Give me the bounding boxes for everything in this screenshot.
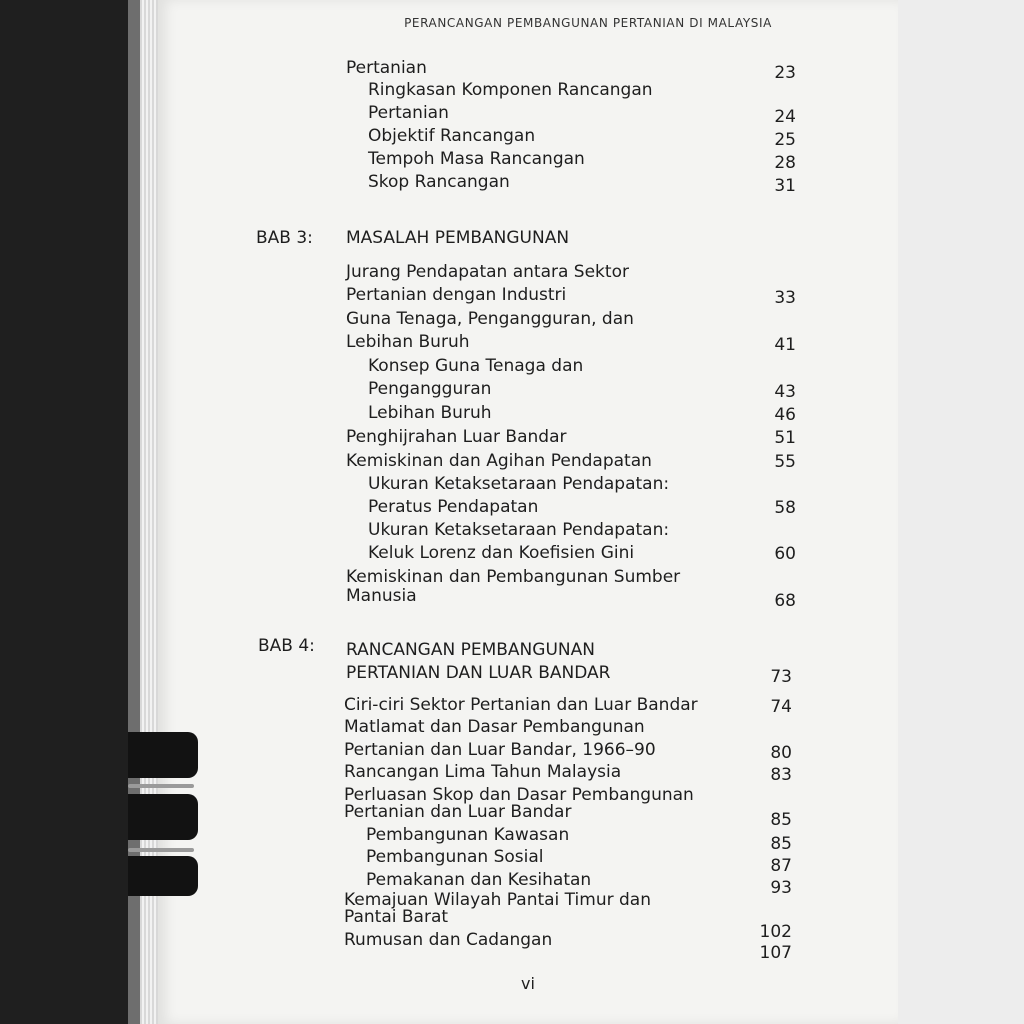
running-head: PERANCANGAN PEMBANGUNAN PERTANIAN DI MALAYSIA	[404, 16, 772, 30]
toc-entry: Pertanian	[368, 103, 449, 123]
toc-entry: Pertanian dan Luar Bandar	[344, 802, 572, 822]
toc-page-number: 33	[774, 288, 796, 308]
toc-page-number: 93	[770, 878, 792, 898]
toc-entry: Pembangunan Sosial	[366, 847, 544, 867]
toc-entry: Kemajuan Wilayah Pantai Timur dan	[344, 890, 651, 910]
toc-page-number: 24	[774, 107, 796, 127]
toc-entry: Rumusan dan Cadangan	[344, 930, 553, 950]
toc-page-number: 43	[774, 382, 796, 402]
chapter-label: BAB 4:	[258, 636, 315, 656]
toc-entry: Pemakanan dan Kesihatan	[366, 870, 592, 890]
toc-page-number: 68	[774, 591, 796, 611]
toc-entry: Lebihan Buruh	[368, 403, 492, 423]
toc-page-number: 73	[770, 667, 792, 687]
toc-page-number: 87	[770, 856, 792, 876]
toc-entry: Pertanian dan Luar Bandar, 1966–90	[344, 740, 656, 760]
toc-entry: Ringkasan Komponen Rancangan	[368, 80, 653, 100]
toc-entry: Matlamat dan Dasar Pembangunan	[344, 717, 645, 737]
toc-entry: Ukuran Ketaksetaraan Pendapatan:	[368, 520, 670, 540]
toc-page-number: 28	[774, 153, 796, 173]
toc-entry: Pertanian dengan Industri	[346, 285, 567, 305]
toc-entry: Penghijrahan Luar Bandar	[346, 427, 567, 447]
toc-entry: Perluasan Skop dan Dasar Pembangunan	[344, 785, 694, 805]
toc-page-number: 51	[774, 428, 796, 448]
toc-page-number: 85	[770, 810, 792, 830]
background-left	[0, 0, 128, 1024]
toc-entry: Jurang Pendapatan antara Sektor	[346, 262, 629, 282]
toc-entry: Kemiskinan dan Pembangunan Sumber	[346, 567, 681, 587]
toc-page-number: 60	[774, 544, 796, 564]
toc-page-number: 23	[774, 63, 796, 83]
chapter-label: BAB 3:	[256, 228, 313, 248]
toc-page-number: 102	[759, 922, 792, 942]
toc-entry: Peratus Pendapatan	[368, 497, 539, 517]
toc-page-number: 31	[774, 176, 796, 196]
toc-entry: Kemiskinan dan Agihan Pendapatan	[346, 451, 652, 471]
toc-page-number: 80	[770, 743, 792, 763]
toc-entry: Guna Tenaga, Pengangguran, dan	[346, 309, 634, 329]
chapter-title: RANCANGAN PEMBANGUNAN	[346, 640, 595, 660]
chapter-title: PERTANIAN DAN LUAR BANDAR	[346, 663, 611, 683]
chapter-title: MASALAH PEMBANGUNAN	[346, 228, 570, 248]
toc-page-number: 25	[774, 130, 796, 150]
toc-entry: Tempoh Masa Rancangan	[368, 149, 585, 169]
toc-page-number: 74	[770, 697, 792, 717]
toc-page-number: 58	[774, 498, 796, 518]
binder-clip	[128, 732, 198, 897]
toc-page-number: 41	[774, 335, 796, 355]
toc-entry: Keluk Lorenz dan Koefisien Gini	[368, 543, 635, 563]
page-folio: vi	[521, 974, 535, 993]
toc-entry: Skop Rancangan	[368, 172, 510, 192]
toc-entry: Pengangguran	[368, 379, 492, 399]
toc-page-number: 85	[770, 834, 792, 854]
toc-entry: Lebihan Buruh	[346, 332, 470, 352]
toc-entry: Konsep Guna Tenaga dan	[368, 356, 584, 376]
toc-page-number: 46	[774, 405, 796, 425]
toc-entry: Objektif Rancangan	[368, 126, 536, 146]
toc-entry: Ciri-ciri Sektor Pertanian dan Luar Bandar	[344, 695, 698, 715]
toc-entry: Manusia	[346, 586, 417, 606]
background-right	[894, 0, 1024, 1024]
toc-entry: Pembangunan Kawasan	[366, 825, 570, 845]
toc-page-number: 107	[759, 943, 792, 963]
book-page	[158, 0, 898, 1024]
toc-page-number: 83	[770, 765, 792, 785]
toc-page-number: 55	[774, 452, 796, 472]
toc-entry: Pantai Barat	[344, 907, 449, 927]
toc-entry: Ukuran Ketaksetaraan Pendapatan:	[368, 474, 670, 494]
toc-entry: Rancangan Lima Tahun Malaysia	[344, 762, 622, 782]
toc-entry: Pertanian	[346, 58, 427, 78]
